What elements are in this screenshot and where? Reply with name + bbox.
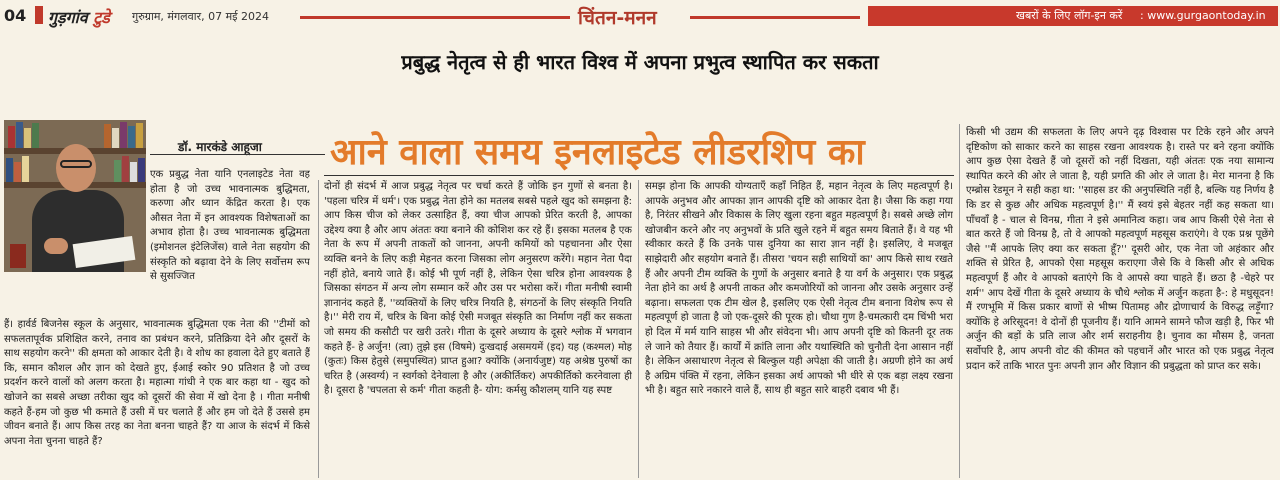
author-byline: डॉ. मारकंडे आहूजा bbox=[178, 140, 262, 154]
subhead-rule bbox=[324, 175, 954, 176]
dateline: गुरुग्राम, मंगलवार, 07 मई 2024 bbox=[132, 10, 270, 23]
paper-name bbox=[48, 6, 110, 28]
column-1-bottom: हैं। हार्वर्ड बिजनेस स्कूल के अनुसार, भावनात्मक बुद्धिमता एक नेता की ''टीमों को सफलतापूर्वक प्रशिक्षित करने, तनाव का प्रबंधन करने, प्रतिक्रिया देने और दूसरों के साथ सहयोग करने'' की क्षमता को आकार देती है। वे शोध का हवाला देते हुए बताते हैं कि, समान कौशल और ज्ञान को देखते हुए, ईआई स्कोर 90 प्रतिशत है जो उच्च प्रदर्शन करने वालों को अलग करता है। महात्मा गांधी ने एक बार कहा था - खुद को खोजने का सबसे अच्छा तरीका खुद को दूसरों की सेवा में खो देना है । गीता मनीषी कहते हैं-हम जो कुछ भी कमाते हैं उसी में घर चलाते हैं और हम जो देते हैं उससे हम जीवन बनाते हैं। आप किस तरह का नेता बनना चाहते हैं? या आज के संदर्भ में किसे अपना नेता चुनना चाहते हैं? bbox=[4, 319, 310, 447]
masthead-strip bbox=[0, 2, 1280, 28]
promo-url[interactable]: : www.gurgaontoday.in bbox=[1140, 9, 1266, 22]
promo-text: खबरों के लिए लॉग-इन करें bbox=[1016, 9, 1123, 22]
column-divider-3 bbox=[959, 124, 960, 478]
author-photo bbox=[4, 120, 146, 272]
page-number-bar bbox=[35, 6, 43, 24]
section-title: चिंतन-मनन bbox=[578, 7, 657, 29]
column-4: किसी भी उद्यम की सफलता के लिए अपने दृढ़ विश्वास पर टिके रहने और अपने दृष्टिकोण को साकार करने का साहस रखना आवश्यक है। रास्ते पर बने रहना क्योंकि आप कुछ ऐसा देखते हैं जो दूसरों को नहीं दिखता, यही अंततः एक नया सामान्य स्थापित करने की ओर ले जाता है, यही प्रगति की ओर ले जाता है। मेरा मानना है कि एम्ब्रोस रेडमून ने सही कहा था: ''साहस डर की अनुपस्थिति नहीं है, बल्कि यह निर्णय है कि डर से कुछ और अधिक महत्वपूर्ण है।'' मैं स्वयं इसे बेहतर नहीं कह सकता था। पाँचवाँ है - चाल से विनम्र, गीता ने इसे अमानित्व कहा। जब आप किसी ऐसे नेता से बात करते हैं जो विनम्र है, तो वे आपको महत्वपूर्ण महसूस कराएंगे। वे एक प्रश्न पूछेंगे जैसे ''मैं आपके लिए क्या कर सकता हूँ?'' दूसरी ओर, एक नेता जो अहंकार और शक्ति से प्रेरित है, आपको ऐसा महसूस कराएगा जैसे कि वे किसी और से अधिक महत्वपूर्ण हैं और वे आपको बताएंगे कि वे आपसे क्या चाहते हैं। छठा है -चेहरे पर शर्म'' आप देखें गीता के दूसरे अध्याय के चौथे श्लोक में अर्जुन कहता है-: हे मधुसूदन! मैं रणभूमि में किस प्रकार बाणों से भीष्म पितामह और द्रोणाचार्य के विरुद्ध लड़ूँगा? क्योंकि हे अरिसूदन! वे दोनों ही पूजनीय हैं। यानि आमने सामने फौज खड़ी है, फिर भी अर्जुन की बड़ों के प्रति लाज और शर्म सराहनीय है। चुनाव का मौसम है, जनता सर्वोपरि है, आप अपनी वोट की कीमत को पहचानें और भारत को एक प्रबुद्ध नेतृत्व प्रदान करें ताकि भारत पुनः अपनी ज्ञान और विज्ञान की प्रबुद्धता को प्राप्त कर सके। bbox=[966, 127, 1274, 372]
column-divider-2 bbox=[638, 180, 639, 478]
column-1-top: एक प्रबुद्ध नेता यानि एनलाइटेड नेता वह होता है जो उच्च भावनात्मक बुद्धिमता, करुणा और ध्यान केंद्रित करता है। एक औसत नेता में इन आवश्यक विशेषताओं का अभाव होता है। उच्च भावनात्मक बुद्धिमता (इमोशनल इंटेलिजेंस) वाले नेता सहयोग की संस्कृति को बढ़ावा देने के लिए सर्वोत्तम रूप से सुसज्जित bbox=[150, 169, 310, 283]
column-2: दोनों ही संदर्भ में आज प्रबुद्ध नेतृत्व पर चर्चा करते हैं जोकि इन गुणों से बनता है। 'पहला चरित्र में धर्म'। एक प्रबुद्ध नेता होने का मतलब सबसे पहले खुद को समझना है: आप किस चीज को लेकर उत्साहित हैं, क्या चीज आपको प्रेरित करती है, आपका उद्देश्य क्या है और आप अंततः क्या बनाने की कोशिश कर रहे हैं। इसका मतलब है एक नेता के रूप में अपनी ताकतों को जानना, अपनी कमियों को पहचानना और ऐसा व्यक्ति बनने के लिए कड़ी मेहनत करना जिसका लोग अनुसरण करेंगे। महान नेता पैदा नहीं होते, बनाये जाते हैं। कोई भी पूर्ण नहीं है, लेकिन ऐसा चरित्र होना आवश्यक है जिसका संगठन में अन्य लोग सम्मान करें और उस पर भरोसा करें। गीता मनीषी स्वामी ज्ञानानंद कहते हैं, ''व्यक्तियों के लिए चरित्र नियति है, संगठनों के लिए संस्कृति नियति है।'' मेरी राय में, चरित्र के बिना कोई ऐसी मजबूत संस्कृति का निर्माण नहीं कर सकता जो समय की कसौटी पर खरी उतरे। गीता के दूसरे अध्याय के दूसरे श्लोक में भगवान कहते हैं- हे अर्जुन! (त्वा) तुझे इस (विषमे) दुःखदाई असमयमें (इद) यह (कश्मल) मोह (कुतः) किस हेतुसे (समुपस्थित) प्राप्त हुआ? क्योंकि (अनार्यजुष्ट) यह अश्रेष्ठ पुरुषों का चरित है (अस्वर्ग्य) न स्वर्गको देनेवाला है और (अकीर्तिकर) अपकीर्तिको करनेवाला ही है। दूसरा है 'चपलता से कर्म' गीता कहती है- योग: कर्मसु कौशलम् यानि यह स्पष्ट bbox=[324, 181, 632, 397]
paper-name-b: टुडे bbox=[93, 8, 110, 27]
byline-rule bbox=[150, 154, 325, 155]
login-promo-banner[interactable] bbox=[868, 6, 1278, 26]
header-rule-right bbox=[690, 16, 860, 19]
sub-headline: आने वाला समय इनलाइटेड लीडरशिप का bbox=[330, 132, 865, 173]
headline: प्रबुद्ध नेतृत्व से ही भारत विश्व में अपना प्रभुत्व स्थापित कर सकता bbox=[401, 50, 879, 74]
column-divider-1 bbox=[318, 180, 319, 478]
page-number: 04 bbox=[4, 6, 27, 25]
paper-name-a: गुड़गांव bbox=[48, 8, 88, 27]
header-rule-left bbox=[300, 16, 570, 19]
column-3: समझ होना कि आपकी योग्यताएँ कहाँ निहित हैं, महान नेतृत्व के लिए महत्वपूर्ण है। आपके अनुभव और आपका ज्ञान आपकी दृष्टि को आकार देता है। जैसा कि कहा गया है, निरंतर सीखने और विकास के लिए खुला रहना बहुत महत्वपूर्ण है। सबसे अच्छे लोग खोजबीन करने और नए अनुभवों के प्रति खुले रहने में बहुत समय बिताते हैं। वे यह भी स्वीकार करते हैं कि उनके पास दुनिया का सारा ज्ञान नहीं है। इसलिए, वे मजबूत साझेदारी और सहयोग बनाते हैं। तीसरा 'चयन सही साथियों का' आप किसे साथ रखते हैं और अपनी टीम व्यक्ति के गुणों के अनुसार बनाते है या वर्ग के अनुसार। एक प्रबुद्ध नेता होने का अर्थ है अपनी ताकत और कमजोरियों को जानना और उसके अनुसार उन्हें बढ़ाना। सफलता एक टीम खेल है, इसलिए एक ऐसी नेतृत्व टीम बनाना विशेष रूप से महत्वपूर्ण हो जाता है जो एक-दूसरे की पूरक हो। चौथा गुण है-चमत्कारी दम चिंभी भरा हो दिल में मर्म यानि साहस भी और संवेदना भी। आप अपनी दृष्टि को कितनी दूर तक ले जाने को तैयार हैं। कार्यों में क्रांति लाना और यथास्थिति को चुनौती देना आसान नहीं है। लेकिन असाधारण नेतृत्व से बिल्कुल यही अपेक्षा की जाती है। अग्रणी होने का अर्थ है अग्रिम पंक्ति में रहना, लेकिन इसका अर्थ आपको भी धीरे से एक बड़ा लक्ष्य रखना भी है। बहुत सारे नकारने वाले हैं, साथ ही बहुत सारे बाहरी दबाव भी हैं। bbox=[645, 181, 953, 397]
